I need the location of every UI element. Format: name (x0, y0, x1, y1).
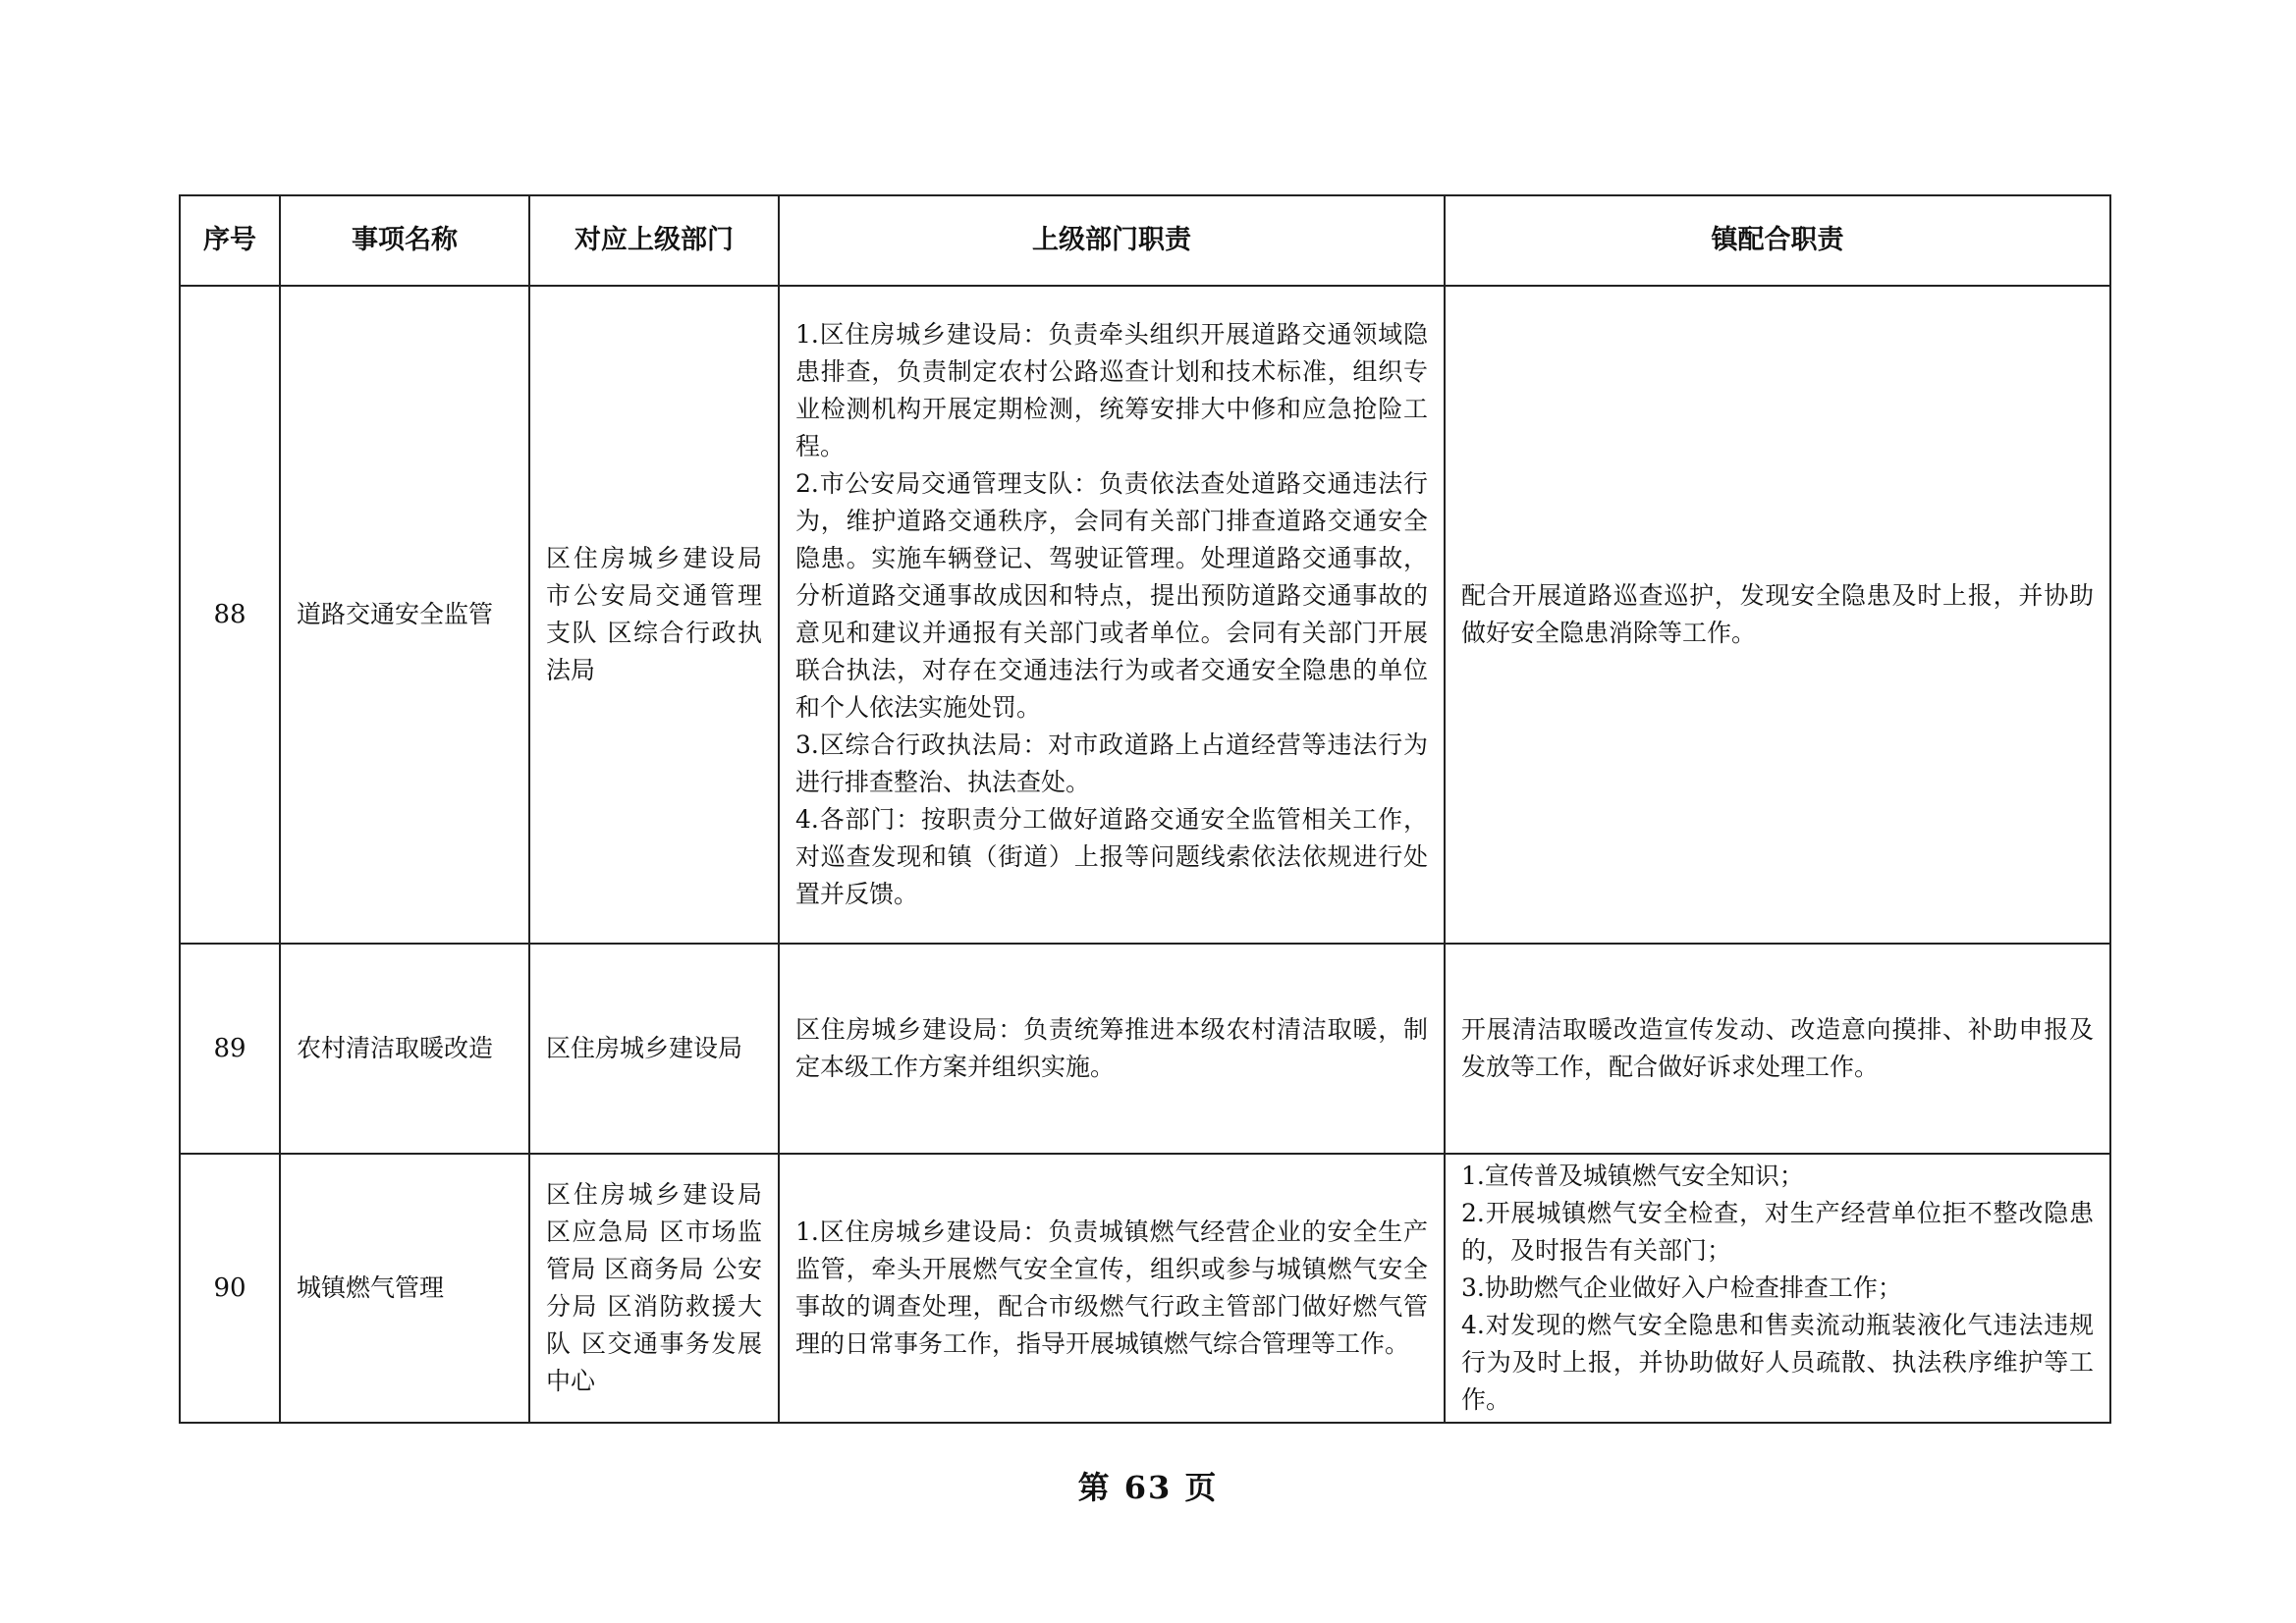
header-dept: 对应上级部门 (529, 195, 779, 286)
row-seq: 88 (180, 286, 280, 944)
town-item: 3.协助燃气企业做好入户检查排查工作； (1461, 1273, 1902, 1302)
row-dept (529, 1154, 779, 1423)
header-town: 镇配合职责 (1445, 195, 2110, 286)
header-upper: 上级部门职责 (779, 195, 1445, 286)
row-dept-text: 区住房城乡建设局 (546, 1034, 743, 1062)
row-seq: 89 (180, 944, 280, 1154)
header-row (180, 195, 2110, 286)
header-seq: 序号 (180, 195, 280, 286)
row-dept-text: 区住房城乡建设局 区应急局 区市场监管局 区商务局 公安分局 区消防救援大队 区交通事务发展中心 (546, 1180, 762, 1395)
town-item: 配合开展道路巡查巡护，发现安全隐患及时上报，并协助做好安全隐患消除等工作。 (1461, 581, 2094, 647)
row-upper (779, 286, 1445, 944)
town-item: 4.对发现的燃气安全隐患和售卖流动瓶装液化气违法违规行为及时上报，并协助做好人员疏散、执法秩序维护等工作。 (1461, 1311, 2094, 1414)
row-upper (779, 1154, 1445, 1423)
row-town (1445, 944, 2110, 1154)
row-dept-text: 区住房城乡建设局 市公安局交通管理支队 区综合行政执法局 (546, 544, 762, 684)
row-name (280, 944, 529, 1154)
row-name-text: 城镇燃气管理 (297, 1273, 445, 1302)
row-dept (529, 944, 779, 1154)
table-row (180, 286, 2110, 944)
row-town (1445, 286, 2110, 944)
upper-item: 4.各部门：按职责分工做好道路交通安全监管相关工作，对巡查发现和镇（街道）上报等问题线索依法依规进行处置并反馈。 (795, 805, 1428, 908)
table-row (180, 944, 2110, 1154)
row-upper (779, 944, 1445, 1154)
row-name-text: 农村清洁取暖改造 (297, 1034, 494, 1062)
town-item: 开展清洁取暖改造宣传发动、改造意向摸排、补助申报及发放等工作，配合做好诉求处理工作。 (1461, 1015, 2094, 1081)
header-name: 事项名称 (280, 195, 529, 286)
upper-item: 1.区住房城乡建设局：负责牵头组织开展道路交通领域隐患排查，负责制定农村公路巡查计划和技术标准，组织专业检测机构开展定期检测，统筹安排大中修和应急抢险工程。 (795, 320, 1428, 460)
upper-item: 区住房城乡建设局：负责统筹推进本级农村清洁取暖，制定本级工作方案并组织实施。 (795, 1015, 1428, 1081)
page-number: 第 63 页 (1077, 1469, 1219, 1506)
town-item: 2.开展城镇燃气安全检查，对生产经营单位拒不整改隐患的，及时报告有关部门； (1461, 1199, 2094, 1265)
row-seq: 90 (180, 1154, 280, 1423)
row-dept (529, 286, 779, 944)
upper-item: 3.区综合行政执法局：对市政道路上占道经营等违法行为进行排查整治、执法查处。 (795, 730, 1428, 796)
upper-item: 1.区住房城乡建设局：负责城镇燃气经营企业的安全生产监管，牵头开展燃气安全宣传，组织或参与城镇燃气安全事故的调查处理，配合市级燃气行政主管部门做好燃气管理的日常事务工作，指导开展城镇燃气综合管理等工作。 (795, 1217, 1428, 1358)
row-town (1445, 1154, 2110, 1423)
duty-table (179, 194, 2111, 1424)
row-name (280, 1154, 529, 1423)
town-item: 1.宣传普及城镇燃气安全知识； (1461, 1162, 1804, 1190)
upper-item: 2.市公安局交通管理支队：负责依法查处道路交通违法行为，维护道路交通秩序，会同有关部门排查道路交通安全隐患。实施车辆登记、驾驶证管理。处理道路交通事故，分析道路交通事故成因和特点，提出预防道路交通事故的意见和建议并通报有关部门或者单位。会同有关部门开展联合执法，对存在交通违法行为或者交通安全隐患的单位和个人依法实施处罚。 (795, 469, 1428, 722)
table-row (180, 1154, 2110, 1423)
row-name-text: 道路交通安全监管 (297, 600, 494, 628)
row-name (280, 286, 529, 944)
